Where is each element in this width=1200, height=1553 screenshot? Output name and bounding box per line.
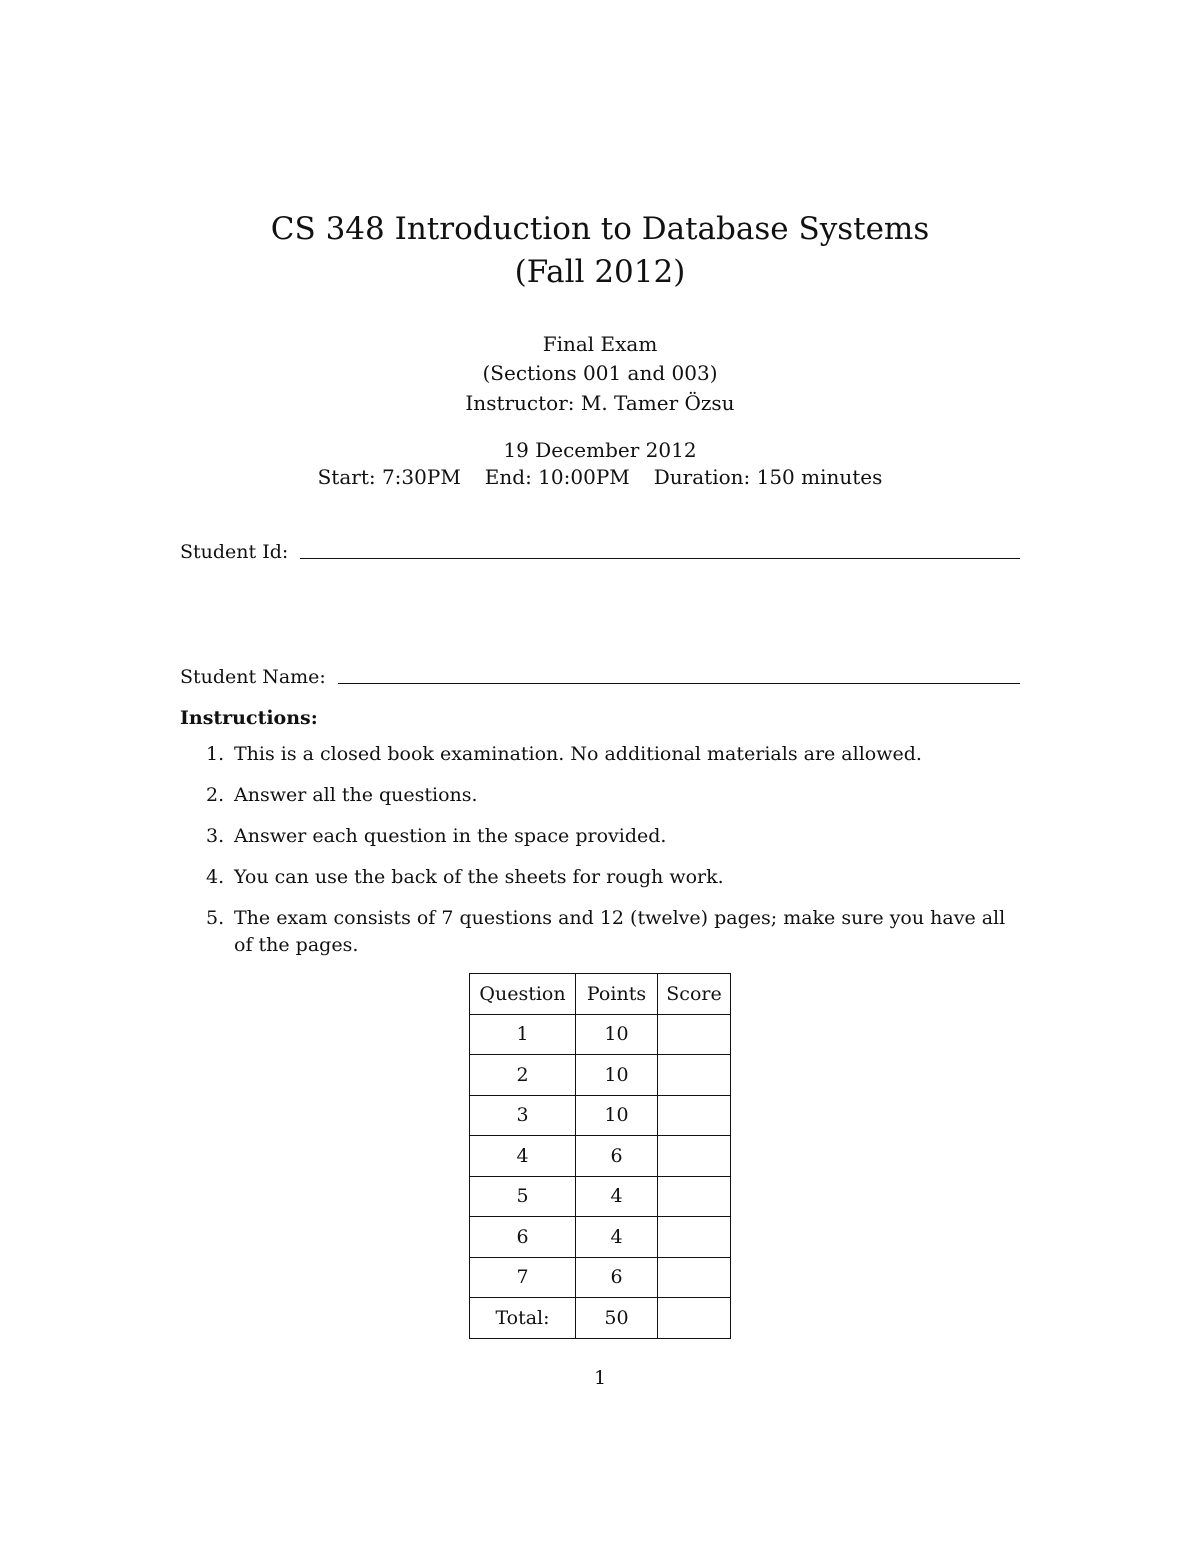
score-cell[interactable]	[658, 1257, 731, 1298]
total-label-cell: Total:	[470, 1298, 576, 1339]
student-name-field[interactable]	[180, 658, 1020, 688]
question-cell: 6	[470, 1217, 576, 1258]
duration: Duration: 150 minutes	[653, 465, 883, 489]
points-cell: 10	[576, 1095, 658, 1136]
instruction-number: 1.	[206, 743, 225, 765]
question-cell: 4	[470, 1136, 576, 1177]
exam-date: 19 December 2012	[503, 438, 697, 462]
score-cell[interactable]	[658, 1136, 731, 1177]
score-cell[interactable]	[658, 1014, 731, 1055]
term-label: (Fall 2012)	[514, 254, 686, 290]
instruction-text: Answer all the questions.	[234, 784, 478, 806]
total-points-cell: 50	[576, 1298, 658, 1339]
table-row	[470, 1136, 731, 1177]
question-cell: 1	[470, 1014, 576, 1055]
score-table	[469, 973, 731, 1339]
total-score-cell[interactable]	[658, 1298, 731, 1339]
instruction-text: The exam consists of 7 questions and 12 (twelve) pages; make sure you have all of the pages.	[234, 907, 1006, 956]
points-cell: 10	[576, 1014, 658, 1055]
table-row	[470, 1257, 731, 1298]
table-row	[470, 1055, 731, 1096]
score-cell[interactable]	[658, 1055, 731, 1096]
page-number: 1	[593, 1367, 607, 1389]
table-total-row	[470, 1298, 731, 1339]
points-cell: 4	[576, 1176, 658, 1217]
table-row	[470, 1176, 731, 1217]
points-cell: 6	[576, 1257, 658, 1298]
student-id-label: Student Id:	[180, 541, 289, 563]
points-cell: 10	[576, 1055, 658, 1096]
course-title: CS 348 Introduction to Database Systems	[270, 211, 930, 247]
score-cell[interactable]	[658, 1095, 731, 1136]
instruction-number: 4.	[206, 866, 225, 888]
start-time: Start: 7:30PM	[317, 465, 461, 489]
instructor-label: Instructor: M. Tamer Özsu	[465, 391, 735, 415]
question-cell: 5	[470, 1176, 576, 1217]
question-cell: 3	[470, 1095, 576, 1136]
table-row	[470, 1014, 731, 1055]
question-cell: 7	[470, 1257, 576, 1298]
student-name-label: Student Name:	[180, 666, 326, 688]
score-cell[interactable]	[658, 1176, 731, 1217]
exam-name: Final Exam	[542, 332, 658, 356]
sections-label: (Sections 001 and 003)	[482, 361, 718, 385]
header-score: Score	[658, 974, 731, 1015]
student-id-field[interactable]	[180, 533, 1020, 563]
instruction-text: You can use the back of the sheets for rough work.	[234, 866, 724, 888]
question-cell: 2	[470, 1055, 576, 1096]
header-question: Question	[470, 974, 576, 1015]
points-cell: 4	[576, 1217, 658, 1258]
instruction-text: This is a closed book examination. No additional materials are allowed.	[234, 743, 922, 765]
end-time: End: 10:00PM	[484, 465, 630, 489]
points-cell: 6	[576, 1136, 658, 1177]
instruction-number: 2.	[206, 784, 225, 806]
instruction-item	[180, 782, 1022, 809]
instruction-item	[180, 905, 1022, 959]
instruction-number: 3.	[206, 825, 225, 847]
header-points: Points	[576, 974, 658, 1015]
instruction-item	[180, 864, 1022, 891]
instruction-number: 5.	[206, 907, 225, 929]
instruction-item	[180, 823, 1022, 850]
instruction-item	[180, 741, 1022, 768]
table-header-row	[470, 974, 731, 1015]
instruction-text: Answer each question in the space provided.	[234, 825, 667, 847]
table-row	[470, 1217, 731, 1258]
instructions-list	[180, 741, 1022, 973]
instructions-heading: Instructions:	[180, 707, 318, 729]
student-id-line[interactable]	[300, 558, 1020, 559]
exam-times	[0, 463, 1200, 491]
table-row	[470, 1095, 731, 1136]
student-name-line[interactable]	[338, 683, 1020, 684]
score-cell[interactable]	[658, 1217, 731, 1258]
